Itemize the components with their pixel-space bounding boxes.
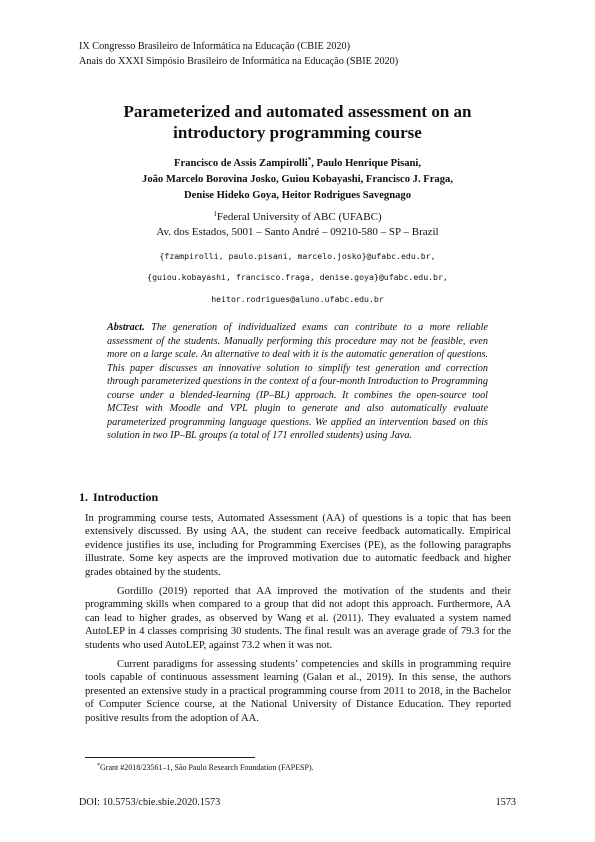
abstract-label: Abstract. — [107, 322, 145, 333]
authors-line-3: Denise Hideko Goya, Heitor Rodrigues Savegnago — [184, 190, 411, 202]
authors-line-1 — [60, 152, 535, 172]
abstract — [107, 321, 488, 443]
authors-line-1-rest: , Paulo Henrique Pisani, — [311, 158, 421, 169]
page-number: 1573 — [495, 797, 516, 808]
paragraph: Gordillo (2019) reported that AA improved the motivation of the students and their programming skills when compared to a group that did not adopt this approach. Furthermore, AA can lead to higher grades, as observed by Wang et al. (2011). They evaluated a system named AutoLEP in 4 classes comprising 30 students. The final result was an average grade of 79.3 for the students who used AutoLEP, against 73.2 when it was not. — [85, 586, 511, 651]
section-heading — [79, 490, 158, 505]
section-number: 1. — [79, 490, 88, 504]
affiliation-address: Av. dos Estados, 5001 – Santo André – 09210-580 – SP – Brazil — [156, 226, 439, 238]
title-line-2: introductory programming course — [173, 123, 422, 142]
title-line-1: Parameterized and automated assessment on an — [123, 102, 472, 121]
authors-line-2: João Marcelo Borovina Josko, Guiou Kobayashi, Francisco J. Fraga, — [142, 174, 453, 186]
author-name-zampirolli: Francisco de Assis Zampirolli — [174, 158, 308, 169]
email-line: {fzampirolli, paulo.pisani, marcelo.josko}@ufabc.edu.br, — [159, 251, 436, 261]
abstract-text: The generation of individualized exams can contribute to a more reliable assessment of the students. Manually performing this procedure may not be feasible, even more on a large scale. An alternative to deal with it is the automatic generation of questions. This paper discusses an innovative solution to simplify test generation and correction through parameterized questions in the context of a four-month Introduction to Programming course under a blended-learning (IP–BL) approach. It combines the open-source tool MCTest with Moodle and VPL plugin to generate and also automatically evaluate parameterized programming language questions. We applied an intervention based on this solution in two IP–BL groups (a total of 171 enrolled students) using Java. — [107, 322, 489, 441]
author-footnote-mark: * — [307, 156, 312, 164]
footnote-divider — [85, 757, 255, 758]
author-list — [60, 152, 535, 205]
paragraph: Current paradigms for assessing students’ competencies and skills in programming require tools capable of continuous assessment learning (Galan et al., 2019). In this sense, the authors presented an extensive study in a practical programming course from 2011 to 2018, in the Bachelor of Computer Science course, at the National University of Distance Education. They reported positive results from the adoption of AA. — [85, 659, 511, 724]
section-body — [85, 512, 511, 731]
section-title: Introduction — [93, 490, 159, 504]
affiliation-name-line — [60, 207, 535, 225]
conference-header-line-1: IX Congresso Brasileiro de Informática na Educação (CBIE 2020) — [79, 41, 351, 52]
email-line: {guiou.kobayashi, francisco.fraga, denise.goya}@ufabc.edu.br, — [147, 272, 448, 282]
paper-title — [60, 101, 535, 143]
footnote — [97, 761, 314, 773]
footnote-mark: * — [97, 763, 100, 769]
email-line: heitor.rodrigues@aluno.ufabc.edu.br — [211, 294, 384, 304]
affiliation — [60, 207, 535, 240]
affiliation-name: Federal University of ABC (UFABC) — [216, 211, 382, 223]
footnote-text: Grant #2018/23561–1, São Paulo Research Foundation (FAPESP). — [100, 763, 314, 772]
paragraph: In programming course tests, Automated Assessment (AA) of questions is a topic that has been extensively discussed. By using AA, the student can receive feedback automatically. Empirical evidence justifies its use, including for Programming Exercises (PE), as the following paragraphs illustrate. Some key aspects are the improved motivation due to automatic feedback and higher grades obtained by the students. — [85, 513, 511, 578]
conference-header-line-2: Anais do XXXI Simpósio Brasileiro de Informática na Educação (SBIE 2020) — [79, 56, 399, 67]
doi: DOI: 10.5753/cbie.sbie.2020.1573 — [79, 797, 221, 808]
affiliation-sup: 1 — [213, 210, 217, 218]
